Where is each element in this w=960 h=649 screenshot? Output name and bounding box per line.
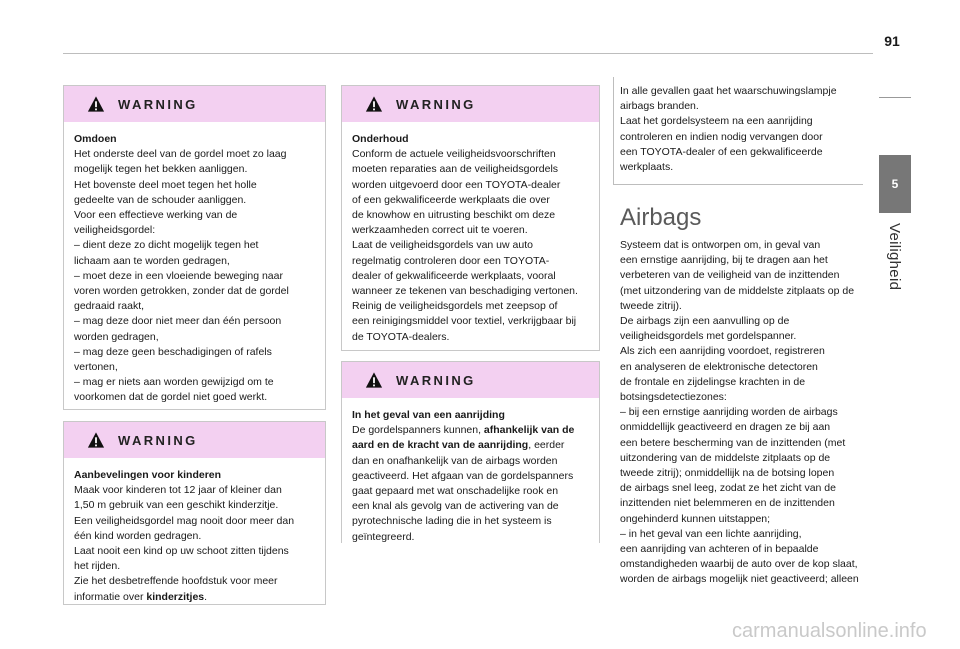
text-line	[74, 590, 315, 605]
text-line: voorkomen dat de gordel niet goed werkt.	[74, 391, 268, 404]
text-line: (met uitzondering van de middelste zitplaats op de	[620, 284, 855, 297]
warning-triangle-icon	[365, 371, 383, 389]
text-line: de TOYOTA-dealers.	[352, 330, 450, 343]
text-line: worden gedragen,	[74, 330, 159, 343]
text-line: Reinig de veiligheidsgordels met zeepsop of	[352, 300, 558, 313]
text-line: Conform de actuele veiligheidsvoorschriften	[352, 148, 556, 161]
warning-heading: Onderhoud	[352, 133, 409, 145]
warning-triangle-icon	[87, 431, 105, 449]
text-line: moeten reparaties aan de veiligheidsgordels	[352, 163, 559, 176]
text-line: verbeteren van de veiligheid van de inzittenden	[620, 269, 840, 282]
bold-text: afhankelijk van de	[483, 424, 575, 437]
warning-triangle-icon	[365, 95, 383, 113]
text-line: Als zich een aanrijding voordoet, registreren	[620, 345, 825, 358]
text-line: Laat de veiligheidsgordels van uw auto	[352, 239, 533, 252]
bold-text: aard en de kracht van de aanrijding	[352, 439, 529, 452]
text-line: de frontale en zijdelingse krachten in de	[620, 375, 806, 388]
text-line: Maak voor kinderen tot 12 jaar of kleiner dan	[74, 484, 282, 497]
warning-header	[64, 422, 325, 458]
bold-text: kinderzitjes	[146, 590, 205, 603]
text-line: worden uitgevoerd door een TOYOTA-dealer	[352, 178, 561, 191]
chapter-name: Veiligheid	[886, 223, 903, 291]
text-segment: De gordelspanners kunnen,	[352, 424, 484, 437]
text-line: dan en onafhankelijk van de airbags worden	[352, 454, 558, 467]
text-line: een knal als gevolg van de activering van de	[352, 500, 559, 513]
text-line: één kind worden gedragen.	[74, 529, 202, 542]
warning-box-onderhoud	[341, 85, 600, 351]
warning-box-aanrijding	[341, 361, 600, 543]
side-rule	[879, 97, 911, 98]
text-line: De airbags zijn een aanvulling op de	[620, 315, 790, 328]
text-line: veiligheidsgordel:	[74, 224, 156, 237]
text-line: geactiveerd. Het afgaan van de gordelspanners	[352, 469, 574, 482]
text-line: gaat gepaard met wat onschadelijke rook en	[352, 485, 559, 498]
warning-body	[64, 458, 325, 605]
text-line: een TOYOTA-dealer of een gekwalificeerde	[620, 145, 823, 158]
intro-paragraph	[620, 84, 875, 175]
text-segment: informatie over	[74, 590, 147, 603]
warning-triangle-icon	[87, 95, 105, 113]
text-line: mogelijk tegen het bekken aanliggen.	[74, 163, 248, 176]
header-rule	[63, 53, 873, 54]
text-line: voren worden getrokken, zonder dat de gordel	[74, 285, 289, 298]
text-line: een reinigingsmiddel voor textiel, verkrijgbaar bij	[352, 315, 577, 328]
airbags-paragraph	[620, 238, 875, 588]
warning-header	[342, 86, 599, 122]
text-line: Een veiligheidsgordel mag nooit door meer dan	[74, 514, 295, 527]
text-line: gedeelte van de schouder aanliggen.	[74, 193, 247, 206]
text-line: of een gekwalificeerde werkplaats die over	[352, 193, 550, 206]
warning-body	[64, 122, 325, 406]
text-line: een ernstige aanrijding, bij te dragen aan het	[620, 254, 828, 267]
warning-label: WARNING	[396, 372, 476, 388]
text-line: de airbags snel leeg, zodat ze het zicht van de	[620, 482, 836, 495]
warning-body	[342, 122, 599, 345]
text-line: botsingsdetectiezones:	[620, 391, 727, 404]
text-segment: , eerder	[528, 439, 565, 452]
text-line: Systeem dat is ontworpen om, in geval van	[620, 239, 821, 251]
text-line: geïntegreerd.	[352, 530, 415, 543]
intro-bottom-rule	[613, 184, 863, 185]
text-line: vertonen,	[74, 361, 118, 374]
text-line	[352, 423, 589, 438]
text-line: onmiddellijk geactiveerd en dragen ze bij aan	[620, 421, 831, 434]
text-line: worden de airbags mogelijk niet geactiveerd; alleen	[620, 573, 859, 586]
text-line: airbags branden.	[620, 100, 699, 113]
text-line: een aanrijding van achteren of in bepaalde	[620, 543, 819, 556]
text-line: de knowhow en uitrusting beschikt om deze	[352, 209, 556, 222]
text-line: regelmatig controleren door een TOYOTA-	[352, 254, 550, 267]
warning-label: WARNING	[396, 96, 476, 112]
text-line: – mag deze geen beschadigingen of rafels	[74, 345, 272, 358]
text-line: ongehinderd kunnen uitstappen;	[620, 512, 771, 525]
text-line: veiligheidsgordels met gordelspanner.	[620, 330, 797, 343]
text-line: werkzaamheden correct uit te voeren.	[352, 224, 528, 237]
text-line: Het bovenste deel moet tegen het holle	[74, 178, 257, 191]
warning-body	[342, 398, 599, 545]
text-segment: .	[204, 590, 208, 603]
text-line: controleren en indien nodig vervangen door	[620, 130, 823, 143]
text-line: tweede zitrij); onmiddellijk na de botsing lopen	[620, 467, 835, 480]
warning-box-omdoen	[63, 85, 326, 410]
chapter-tab[interactable]: 5	[879, 155, 911, 213]
text-line: pyrotechnische lading die in het systeem is	[352, 515, 552, 528]
text-line: Het onderste deel van de gordel moet zo laag	[74, 148, 287, 161]
text-line: – dient deze zo dicht mogelijk tegen het	[74, 239, 259, 252]
intro-left-rule	[613, 77, 614, 185]
warning-heading: Aanbevelingen voor kinderen	[74, 469, 222, 481]
text-line: inzittenden niet belemmeren en de inzittenden	[620, 497, 835, 510]
text-line: werkplaats.	[620, 161, 674, 174]
page-number: 91	[884, 33, 900, 49]
warning-header	[342, 362, 599, 398]
text-line: Voor een effectieve werking van de	[74, 209, 238, 222]
text-line: – mag er niets aan worden gewijzigd om te	[74, 376, 274, 389]
text-line: – in het geval van een lichte aanrijding,	[620, 527, 802, 540]
text-line: dealer of gekwalificeerde werkplaats, vooral	[352, 269, 556, 282]
text-line: uitzondering van de middelste zitplaats op de	[620, 451, 831, 464]
text-line	[352, 438, 589, 453]
watermark: carmanualsonline.info	[732, 620, 927, 642]
warning-label: WARNING	[118, 432, 198, 448]
warning-label: WARNING	[118, 96, 198, 112]
text-line: – moet deze in een vloeiende beweging naar	[74, 269, 283, 282]
text-line: het rijden.	[74, 560, 121, 573]
text-line: Laat nooit een kind op uw schoot zitten tijdens	[74, 545, 289, 558]
text-line: 1,50 m gebruik van een geschikt kinderzitje.	[74, 499, 279, 512]
text-line: wanneer ze tekenen van beschadiging vertonen.	[352, 285, 578, 298]
text-line: – bij een ernstige aanrijding worden de airbags	[620, 406, 838, 419]
text-line: Laat het gordelsysteem na een aanrijding	[620, 115, 813, 128]
text-line: tweede zitrij).	[620, 299, 682, 312]
text-line: omstandigheden waarbij de auto over de kop slaat,	[620, 558, 858, 571]
text-line: lichaam aan te worden gedragen,	[74, 254, 230, 267]
text-line: en analyseren de elektronische detectoren	[620, 360, 818, 373]
section-title-airbags: Airbags	[620, 204, 702, 231]
warning-heading: In het geval van een aanrijding	[352, 409, 505, 421]
warning-box-kinderen	[63, 421, 326, 605]
warning-heading: Omdoen	[74, 133, 117, 145]
text-line: In alle gevallen gaat het waarschuwingslampje	[620, 85, 837, 97]
text-line: Zie het desbetreffende hoofdstuk voor meer	[74, 575, 278, 588]
text-line: gedraaid raakt,	[74, 300, 145, 313]
text-line: een betere bescherming van de inzittenden (met	[620, 436, 846, 449]
text-line: – mag deze door niet meer dan één persoon	[74, 315, 282, 328]
warning-header	[64, 86, 325, 122]
